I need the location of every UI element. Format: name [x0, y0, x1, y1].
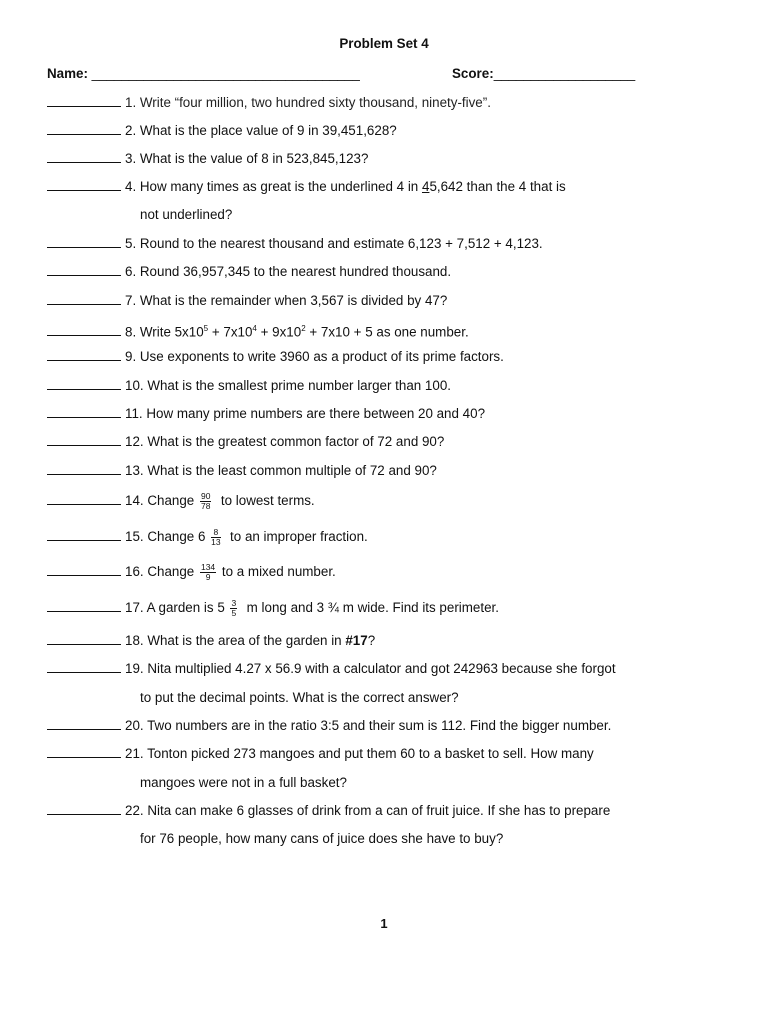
- question-text: to an improper fraction.: [222, 529, 368, 545]
- answer-blank[interactable]: [47, 405, 121, 418]
- question-19-continuation: to put the decimal points. What is the correct answer?: [140, 690, 459, 705]
- question-13: [47, 462, 437, 480]
- page-number: 1: [380, 916, 388, 931]
- fraction: $\frac{134}{9}$: [200, 562, 216, 582]
- question-text: 11. How many prime numbers are there between 20 and 40?: [125, 406, 486, 421]
- question-text: 15. Change 6: [125, 529, 210, 545]
- question-text: 14. Change: [125, 493, 198, 509]
- question-text: ?: [367, 633, 376, 648]
- answer-blank[interactable]: [47, 717, 121, 730]
- answer-blank[interactable]: [47, 599, 121, 612]
- question-text: m long and 3 ¾ m wide. Find its perimeter.: [239, 600, 499, 616]
- question-21-continuation: mangoes were not in a full basket?: [140, 775, 347, 790]
- question-4: [47, 178, 566, 196]
- question-18: [47, 632, 375, 650]
- question-text: 1. Write “four million, two hundred sixty thousand, ninety-five”.: [125, 95, 491, 110]
- question-text: + 9x10: [256, 324, 302, 340]
- question-15: [47, 528, 368, 547]
- question-8: [47, 320, 469, 341]
- question-text: 9. Use exponents to write 3960 as a product of its prime factors.: [125, 349, 504, 364]
- question-text: + 7x10: [208, 324, 253, 340]
- name-blank: ____________________________________: [91, 66, 360, 81]
- question-11: [47, 405, 485, 423]
- answer-blank[interactable]: [47, 178, 121, 191]
- name-field[interactable]: [47, 66, 360, 81]
- question-text: 5. Round to the nearest thousand and estimate 6,123 + 7,512 + 4,123.: [125, 236, 543, 251]
- question-9: [47, 348, 504, 366]
- question-22: [47, 802, 610, 820]
- score-field[interactable]: [452, 66, 635, 81]
- answer-blank[interactable]: [47, 122, 121, 135]
- question-4-continuation: not underlined?: [140, 207, 233, 222]
- answer-blank[interactable]: [47, 528, 121, 541]
- fraction: $\frac{3}{5}$: [231, 598, 237, 618]
- answer-blank[interactable]: [47, 292, 121, 305]
- answer-blank[interactable]: [47, 802, 121, 815]
- question-text: 22. Nita can make 6 glasses of drink from a can of fruit juice. If she has to prepare: [125, 803, 611, 818]
- answer-blank[interactable]: [47, 263, 121, 276]
- reference-bold: #17: [345, 633, 368, 648]
- question-21: [47, 745, 594, 763]
- answer-blank[interactable]: [47, 563, 121, 576]
- answer-blank[interactable]: [47, 745, 121, 758]
- name-label: Name:: [47, 66, 88, 81]
- question-text: 10. What is the smallest prime number larger than 100.: [125, 378, 451, 393]
- answer-blank[interactable]: [47, 348, 121, 361]
- question-16: [47, 563, 336, 582]
- question-17: [47, 599, 499, 618]
- question-text: 12. What is the greatest common factor of 72 and 90?: [125, 434, 445, 449]
- question-text: 13. What is the least common multiple of 72 and 90?: [125, 463, 437, 478]
- question-text: 3. What is the value of 8 in 523,845,123?: [125, 151, 369, 166]
- question-3: [47, 150, 368, 168]
- question-22-continuation: for 76 people, how many cans of juice does she have to buy?: [140, 831, 504, 846]
- question-7: [47, 292, 447, 310]
- exponent: 2: [301, 324, 306, 333]
- answer-blank[interactable]: [47, 94, 121, 107]
- question-19: [47, 660, 616, 678]
- question-12: [47, 433, 444, 451]
- exponent: 5: [203, 324, 209, 333]
- question-text: 6. Round 36,957,345 to the nearest hundred thousand.: [125, 264, 452, 279]
- question-text: 4. How many times as great is the underlined 4 in: [125, 179, 422, 194]
- score-label: Score:: [452, 66, 494, 81]
- fraction: $\frac{8}{13}$: [211, 527, 221, 547]
- question-text: 20. Two numbers are in the ratio 3:5 and their sum is 112. Find the bigger number.: [125, 718, 612, 733]
- page-title: Problem Set 4: [339, 36, 429, 51]
- question-text: 7. What is the remainder when 3,567 is divided by 47?: [125, 293, 448, 308]
- underlined-digit: 4: [421, 179, 430, 194]
- question-10: [47, 377, 451, 395]
- fraction: $\frac{90}{78}$: [200, 491, 211, 511]
- question-text: + 7x10 + 5 as one number.: [305, 324, 469, 340]
- answer-blank[interactable]: [47, 660, 121, 673]
- answer-blank[interactable]: [47, 462, 121, 475]
- question-text: 16. Change: [125, 564, 198, 580]
- score-blank: ___________________: [493, 66, 636, 81]
- question-text: 18. What is the area of the garden in: [125, 633, 346, 648]
- answer-blank[interactable]: [47, 377, 121, 390]
- question-20: [47, 717, 611, 735]
- question-text: to a mixed number.: [218, 564, 336, 580]
- question-text: to lowest terms.: [213, 493, 315, 509]
- question-text: 8. Write 5x10: [125, 324, 204, 340]
- answer-blank[interactable]: [47, 235, 121, 248]
- question-text: 17. A garden is 5: [125, 600, 229, 616]
- answer-blank[interactable]: [47, 433, 121, 446]
- answer-blank[interactable]: [47, 323, 121, 336]
- question-text: 2. What is the place value of 9 in 39,451,628?: [125, 123, 397, 138]
- answer-blank[interactable]: [47, 632, 121, 645]
- exponent: 4: [252, 324, 257, 333]
- question-6: [47, 263, 451, 281]
- question-5: [47, 235, 543, 253]
- question-2: [47, 122, 397, 140]
- answer-blank[interactable]: [47, 150, 121, 163]
- question-text: 19. Nita multiplied 4.27 x 56.9 with a calculator and got 242963 because she forgot: [125, 661, 616, 676]
- answer-blank[interactable]: [47, 492, 121, 505]
- question-text: 21. Tonton picked 273 mangoes and put them 60 to a basket to sell. How many: [125, 746, 594, 761]
- question-14: [47, 492, 315, 511]
- question-text-cont: 5,642 than the 4 that is: [429, 179, 566, 194]
- question-1: [47, 94, 491, 112]
